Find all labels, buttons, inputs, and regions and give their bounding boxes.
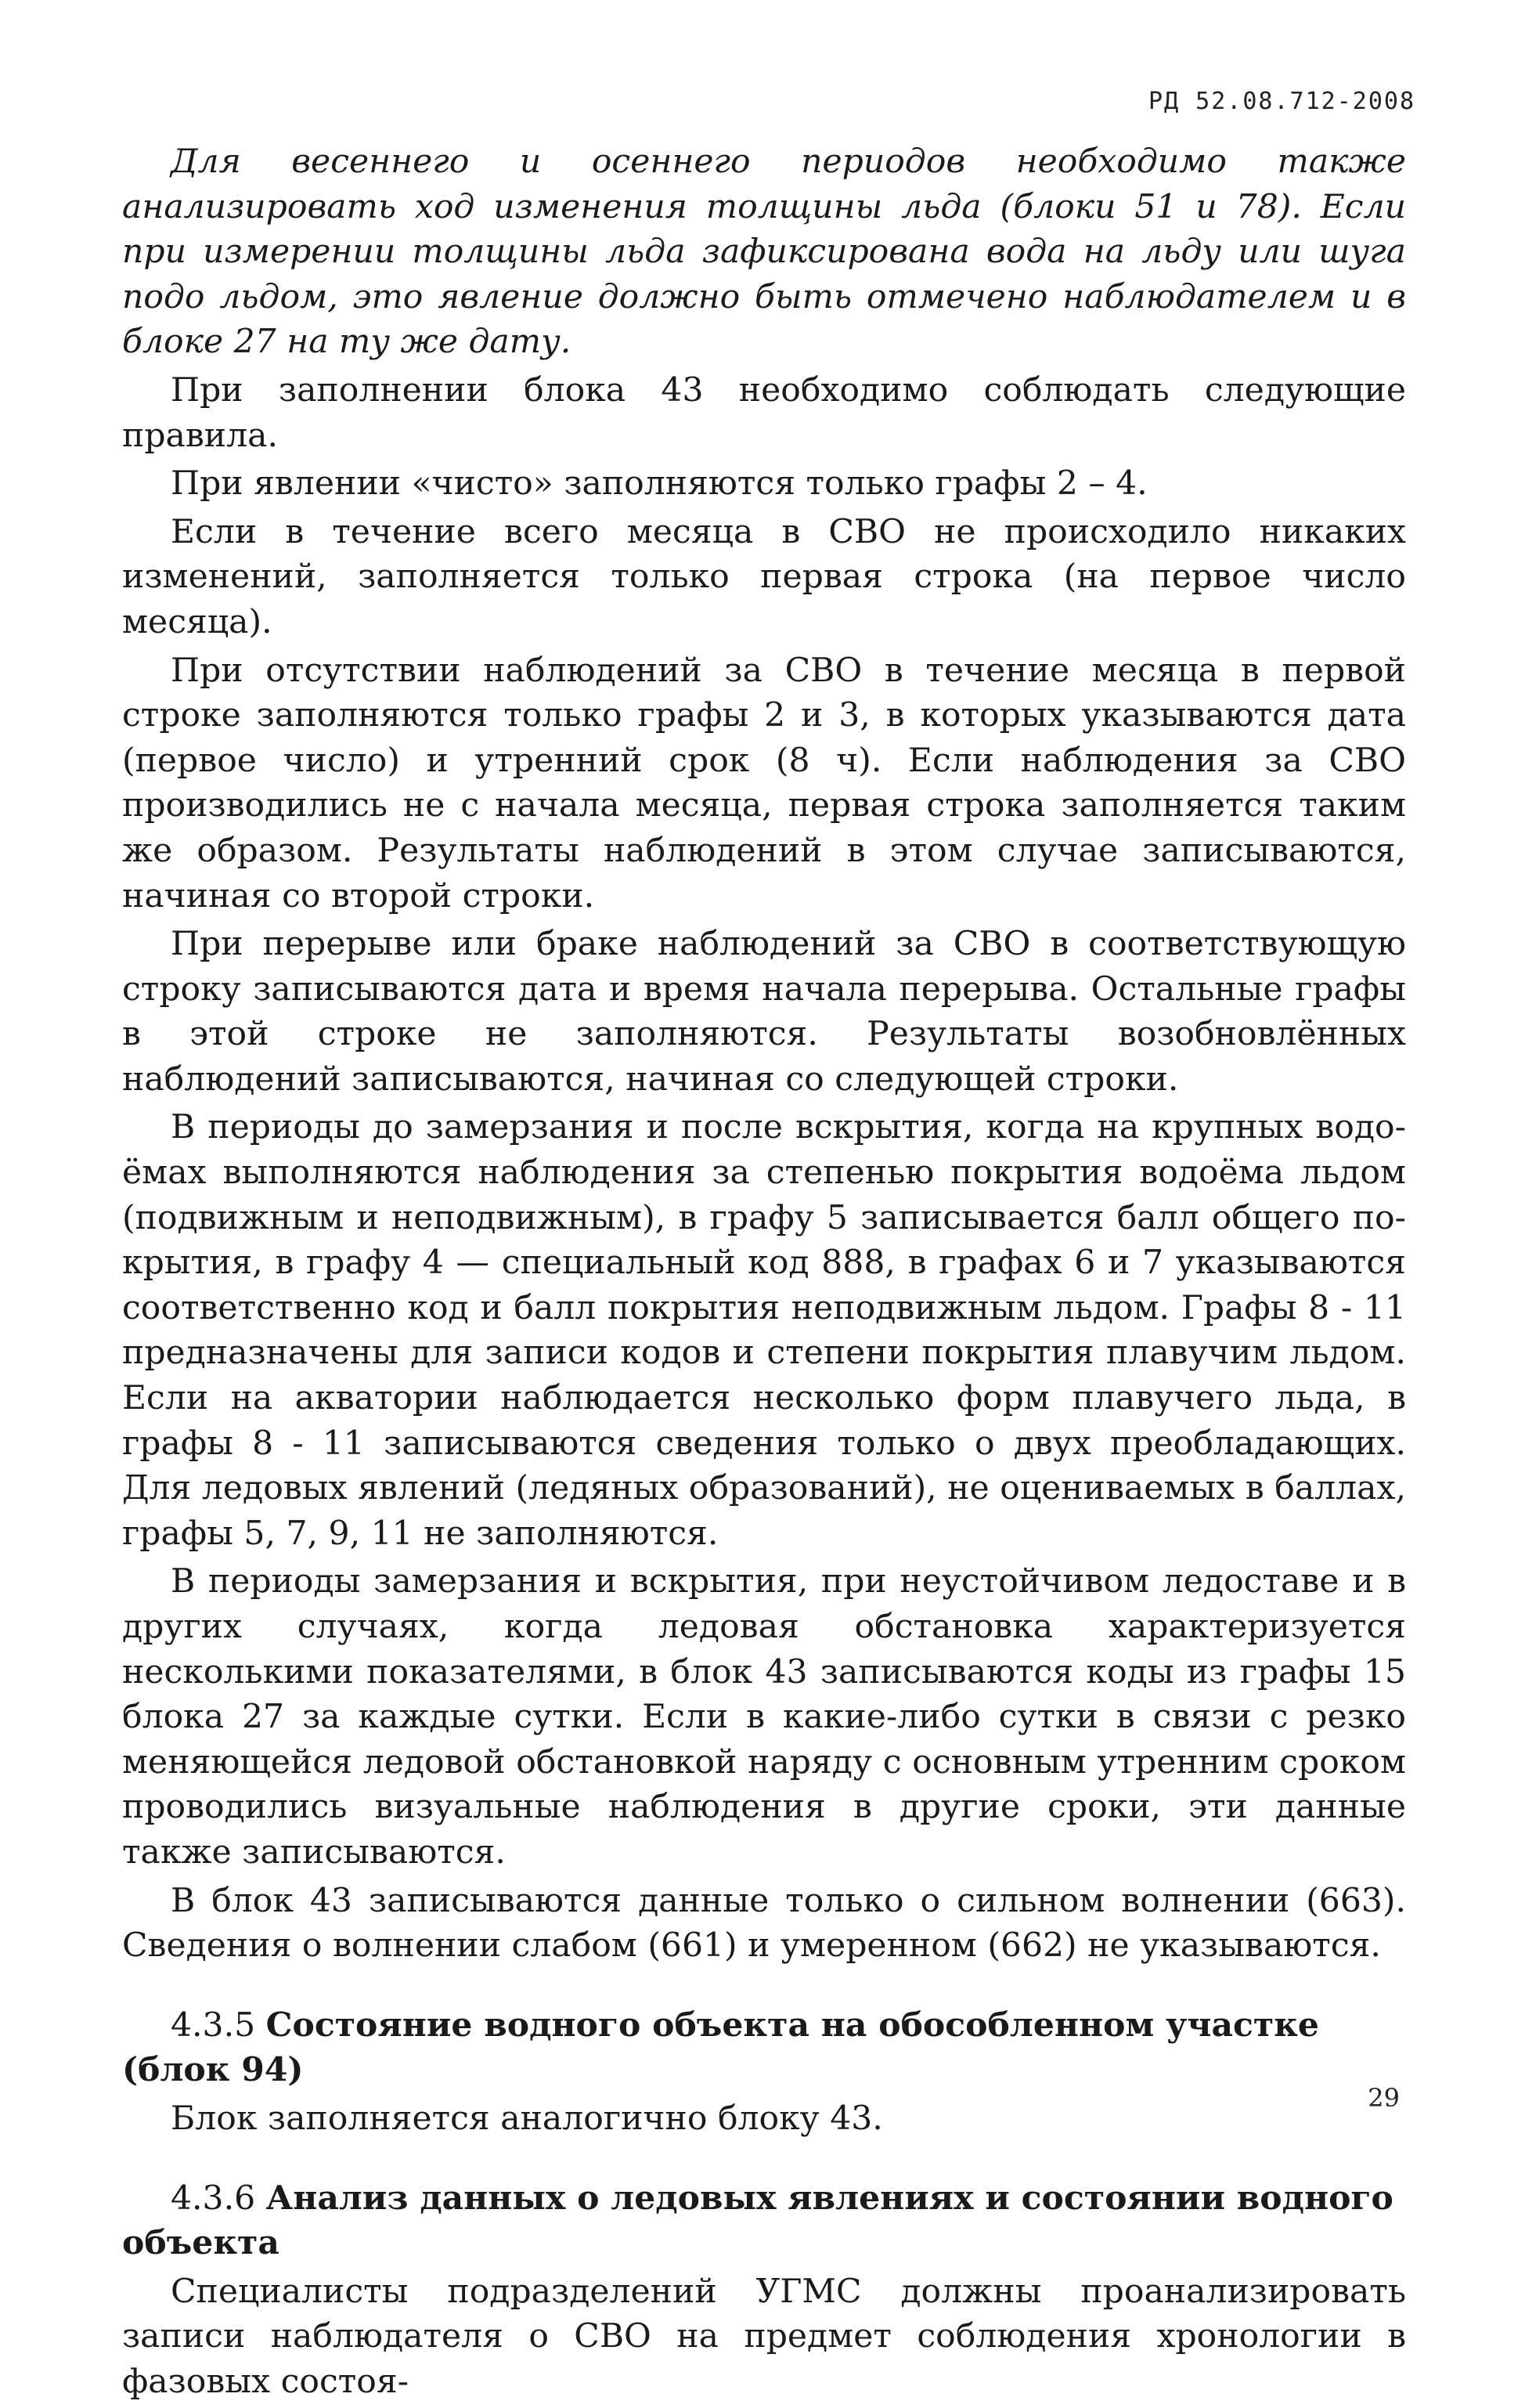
paragraph-no-observations: При отсутствии наблюдений за СВО в течение месяца в первой строке заполняются только графы 2 и 3, в которых указываются дата (первое число) и утренний срок (8 ч). Если наблюдения за СВО производились не с начала месяца, первая строка заполняется таким же образом. Результаты наблюдений в этом случае записываются, начиная со второй строки. <box>122 651 1406 915</box>
paragraph-ice-thickness: Для весеннего и осеннего периодов необходимо также анализировать ход изменения толщины льда (блоки 51 и 78). Если при измерении толщины льда зафиксирована вода на льду или шуга подо льдом, это явление должно быть отмечено наблюдателем и в блоке 27 на ту же дату. <box>122 143 1406 362</box>
paragraph-freezing-periods: В периоды до замерзания и после вскрытия, когда на крупных водоёмах выполняются наблюдения за степенью покрытия водоёма льдом (подвижным и неподвижным), в графу 5 записывается балл общего покрытия, в графу 4 — специальный код 888, в графах 6 и 7 указываются соответственно код и балл покрытия неподвижным льдом. Графы 8 - 11 предназначены для записи кодов и степени покрытия плавучим льдом. Если на акватории наблюдается несколько форм плавучего льда, в графы 8 - 11 записываются сведения только о двух преобладающих. Для ледовых явлений (ледяных образований), не оцениваемых в баллах, графы 5, 7, 9, 11 не заполняются. <box>122 1108 1406 1553</box>
paragraph-interruption: При перерыве или браке наблюдений за СВО в соответствующую строку записываются дата и время начала перерыва. Остальные графы в этой строке не заполняются. Результаты возобновлённых наблюдений записываются, начиная со следующей строки. <box>122 925 1406 1099</box>
section-number: 4.3.5 <box>171 2005 256 2045</box>
paragraph-block-94: Блок заполняется аналогично блоку 43. <box>171 2099 883 2138</box>
page-content <box>122 139 1406 2408</box>
document-code-header: РД 52.08.712-2008 <box>1148 88 1415 115</box>
paragraph-waves: В блок 43 записываются данные только о сильном волнении (663). Сведения о волнении слабом (661) и умеренном (662) не указываются. <box>122 1881 1406 1966</box>
section-heading-4-3-6 <box>122 2176 1406 2266</box>
section-title: Состояние водного объекта на обособленном участке (блок 94) <box>122 2005 1319 2090</box>
paragraph-no-changes: Если в течение всего месяца в СВО не происходило никаких изменений, заполняется только первая строка (на первое число месяца). <box>122 512 1406 641</box>
section-heading-4-3-5 <box>122 2003 1406 2093</box>
paragraph-block-43-rules: При заполнении блока 43 необходимо соблюдать следующие правила. <box>122 370 1406 455</box>
paragraph-analysis: Специалисты подразделений УГМС должны проанализировать записи наблюдателя о СВО на предмет соблюдения хронологии в фазовых состоя- <box>122 2272 1406 2401</box>
section-number: 4.3.6 <box>171 2179 256 2218</box>
paragraph-unstable-ice: В периоды замерзания и вскрытия, при неустойчивом ледоставе и в других случаях, когда ледовая обстановка характеризуется несколькими показателями, в блок 43 записываются коды из графы 15 блока 27 за каждые сутки. Если в какие-либо сутки в связи с резко меняющейся ледовой обстановкой наряду с основным утренним сроком проводились визуальные наблюдения в другие сроки, эти данные также записываются. <box>122 1562 1406 1872</box>
paragraph-clear: При явлении «чисто» заполняются только графы 2 – 4. <box>171 464 1148 504</box>
section-title: Анализ данных о ледовых явлениях и состоянии водного объекта <box>122 2178 1393 2263</box>
page-number: 29 <box>1368 2083 1400 2113</box>
